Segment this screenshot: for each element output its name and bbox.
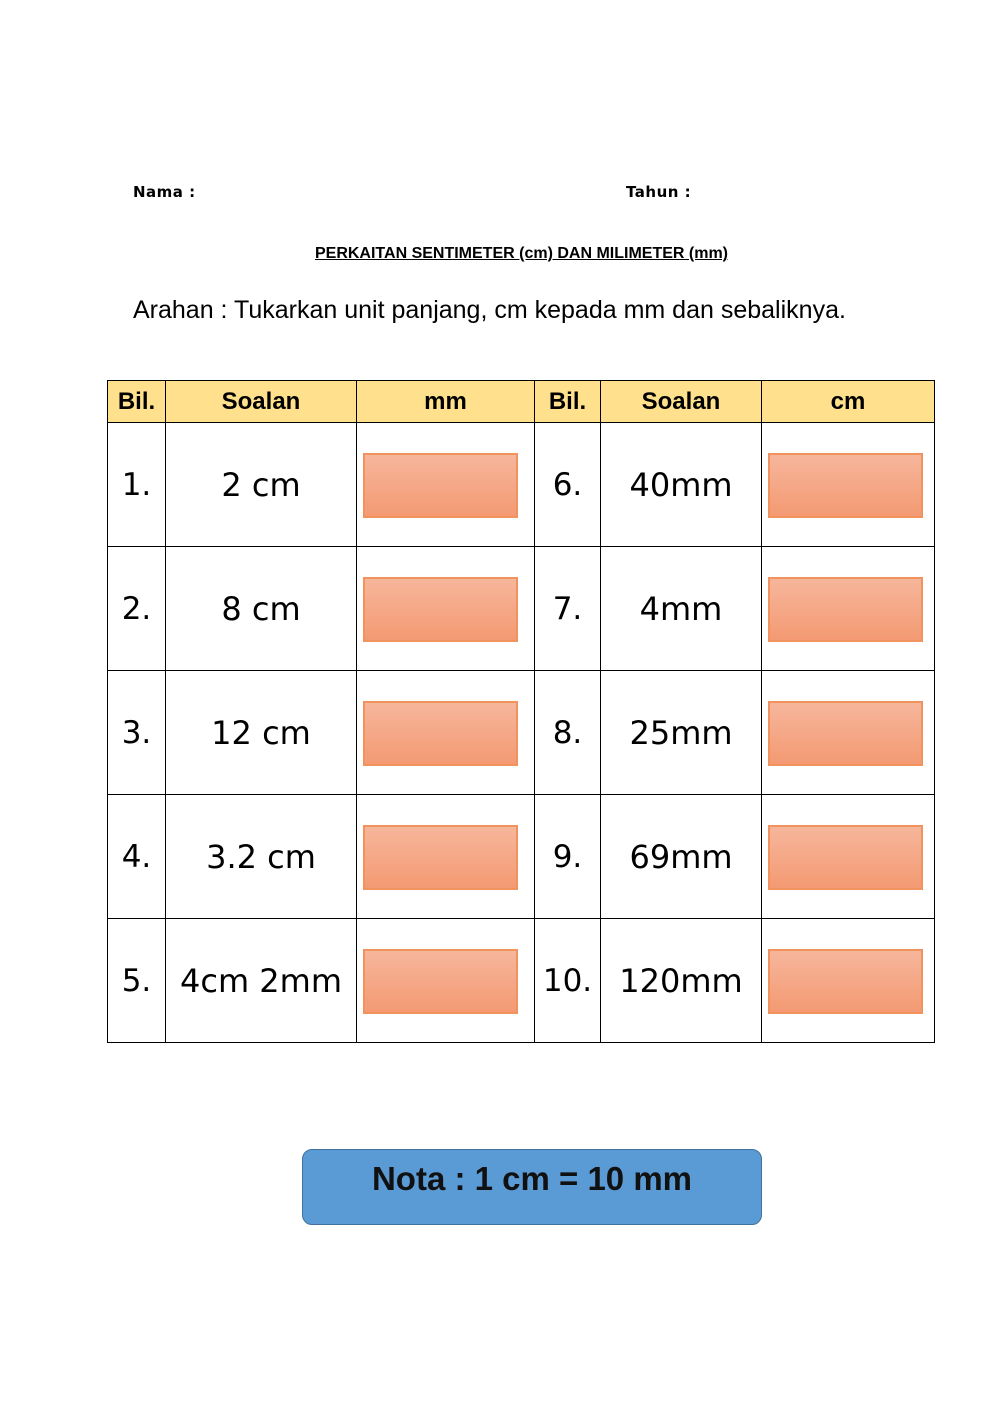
answer-cell [357,547,535,671]
table-row [108,671,935,795]
table-row [108,795,935,919]
answer-box-mm-2[interactable] [363,577,518,642]
answer-cell [762,795,935,919]
question-value: 40mm [601,423,762,547]
name-label: Nama : [133,183,196,201]
answer-cell [762,671,935,795]
header-soalan-left: Soalan [166,381,357,423]
header-cm: cm [762,381,935,423]
answer-cell [357,795,535,919]
question-number: 3. [108,671,166,795]
header-soalan-right: Soalan [601,381,762,423]
answer-cell [357,919,535,1043]
question-number: 4. [108,795,166,919]
question-value: 69mm [601,795,762,919]
answer-box-mm-3[interactable] [363,701,518,766]
note-box [302,1149,762,1225]
header-bil-right: Bil. [535,381,601,423]
worksheet-title: PERKAITAN SENTIMETER (cm) DAN MILIMETER (mm) [314,245,729,262]
table-row [108,547,935,671]
answer-cell [762,547,935,671]
answer-cell [762,919,935,1043]
answer-cell [357,423,535,547]
question-number: 5. [108,919,166,1043]
header-bil-left: Bil. [108,381,166,423]
question-value: 25mm [601,671,762,795]
question-number: 1. [108,423,166,547]
answer-box-cm-8[interactable] [768,701,923,766]
question-value: 120mm [601,919,762,1043]
answer-cell [357,671,535,795]
question-value: 4cm 2mm [166,919,357,1043]
instruction-text: Arahan : Tukarkan unit panjang, cm kepada mm dan sebaliknya. [133,296,846,324]
answer-box-cm-9[interactable] [768,825,923,890]
question-number: 10. [535,919,601,1043]
question-number: 2. [108,547,166,671]
answer-box-mm-5[interactable] [363,949,518,1014]
question-number: 8. [535,671,601,795]
question-number: 9. [535,795,601,919]
question-value: 3.2 cm [166,795,357,919]
answer-cell [762,423,935,547]
question-value: 12 cm [166,671,357,795]
question-value: 4mm [601,547,762,671]
answer-box-cm-7[interactable] [768,577,923,642]
answer-box-mm-4[interactable] [363,825,518,890]
header-mm: mm [357,381,535,423]
table-row [108,423,935,547]
table-header-row [108,381,935,423]
year-label: Tahun : [626,183,692,201]
note-text: Nota : 1 cm = 10 mm [371,1160,693,1197]
question-value: 8 cm [166,547,357,671]
table-row [108,919,935,1043]
question-number: 6. [535,423,601,547]
conversion-table [107,380,935,1043]
answer-box-cm-6[interactable] [768,453,923,518]
question-value: 2 cm [166,423,357,547]
question-number: 7. [535,547,601,671]
answer-box-mm-1[interactable] [363,453,518,518]
answer-box-cm-10[interactable] [768,949,923,1014]
